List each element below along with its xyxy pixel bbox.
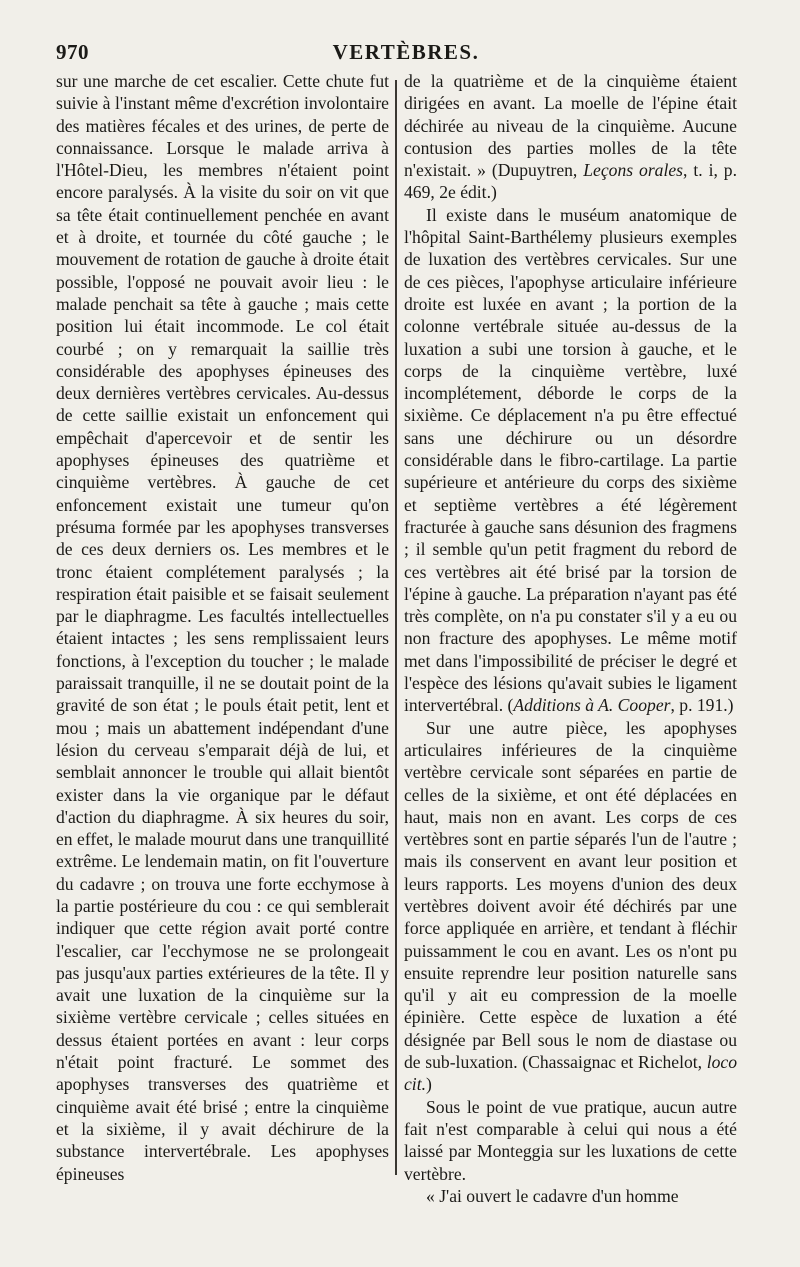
right-paragraph-5: « J'ai ouvert le cadavre d'un homme — [426, 1185, 679, 1206]
paragraph-text: de la quatrième et de la cinquième étaient dirigées en avant. La moelle de l'épine était déchirée au niveau de la cinquième. Aucune contusion des parties molles de la tête n'existait. » (Dupuytren, — [404, 71, 737, 181]
right-column — [404, 70, 737, 1207]
citation-details: , p. 191.) — [670, 695, 734, 716]
page-number: 970 — [56, 40, 89, 64]
right-paragraph-2 — [404, 204, 737, 717]
paragraph-text: Il existe dans le muséum anatomique de l'hôpital Saint-Barthélemy plusieurs exemples de luxation des vertèbres cervicales. Sur une de ces pièces, l'apophyse articulaire inférieure droite est luxée en avant ; la portion de la colonne vertébrale située au-dessus de la luxation a subi une torsion à gauche, et le corps de la cinquième vertèbre, luxé incomplétement, déborde le corps de la sixième. Ce déplacement n'a pu être effectué sans une déchirure ou un désordre considérable dans le fibro-cartilage. La partie supérieure et antérieure du corps des sixième et septième vertèbres a été légèrement fracturée à gauche sans désunion des fragmens ; il semble qu'un petit fragment du rebord de ces vertèbres ait été brisé par la torsion de l'épine à gauche. La préparation n'ayant pas été très complète, on n'a pu constater s'il y a eu ou non fracture des apophyses. Le même motif met dans l'impossibilité de préciser le degré et l'espèce des lésions qu'avait subies le ligament intervertébral. ( — [404, 204, 737, 716]
citation-title: loco cit. — [404, 1052, 737, 1095]
citation-title: Additions à A. Cooper — [513, 695, 671, 716]
column-divider — [395, 80, 397, 1175]
left-paragraph: sur une marche de cet escalier. Cette chute fut suivie à l'instant même d'excrétion involontaire des matières fécales et des urines, de perte de connaissance. Lorsque le malade arriva à l'Hôtel-Dieu, les membres n'étaient point encore paralysés. À la visite du soir on vit que sa tête était continuellement penchée en avant et à droite, et tournée du côté gauche ; le mouvement de rotation de gauche à droite était possible, l'opposé ne pouvait avoir lieu : le malade penchait sa tête à gauche ; mais cette position lui était incommode. Le col était courbé ; on y remarquait la saillie très considérable des apophyses épineuses des deux dernières vertèbres cervicales. Au-dessus de cette saillie existait un enfoncement qui empêchait d'apercevoir et de sentir les apophyses épineuses des quatrième et cinquième vertèbres. À gauche de cet enfoncement existait une tumeur qu'on présuma formée par les apophyses transverses de ces deux derniers os. Les membres et le tronc étaient complétement paralysés ; la respiration était paisible et se faisait seulement par le diaphragme. Les facultés intellectuelles étaient intactes ; les sens remplissaient leurs fonctions, à l'exception du toucher ; le malade paraissait tranquille, il ne se doutait point de la gravité de son état ; le pouls était petit, lent et mou ; mais un abattement indépendant d'une lésion du cerveau s'emparait déjà de lui, et semblait annoncer le trouble qui allait bientôt exister dans la vie organique par le défaut d'action du diaphragme. À six heures du soir, en effet, le malade mourut dans une tranquillité extrême. Le lendemain matin, on fit l'ouverture du cadavre ; on trouva une forte ecchymose à la partie postérieure du cou : ce qui semblerait indiquer que cette région avait porté contre l'escalier, car l'ecchymose ne se prolongeait pas jusqu'aux parties extérieures de la tête. Il y avait une luxation de la cinquième sur la sixième vertèbre cervicale ; celles situées en dessus étaient portées en avant : leur corps n'était point fracturé. Le sommet des apophyses transverses des quatrième et cinquième avait été brisé ; entre la cinquième et la sixième, il y avait déchirure de la substance intervertébrale. Les apophyses épineuses — [56, 71, 389, 1184]
right-paragraph-4: Sous le point de vue pratique, aucun autre fait n'est comparable à celui qui nous a été laissé par Monteggia sur les luxations de cette vertèbre. — [404, 1096, 737, 1184]
citation-details: ) — [425, 1074, 432, 1095]
citation-title: Leçons orales — [583, 160, 684, 181]
left-column — [56, 70, 389, 1185]
right-paragraph-3 — [404, 717, 737, 1096]
running-title: VERTÈBRES. — [332, 40, 480, 64]
page-header — [56, 40, 756, 70]
citation-details: , t. i, p. 469, 2e édit.) — [404, 160, 737, 203]
right-paragraph-1 — [404, 70, 737, 204]
paragraph-text: Sur une autre pièce, les apophyses articulaires inférieures de la cinquième vertèbre cervicale sont séparées en partie de celles de la sixième, et ont été déplacées en haut, mais non en avant. Les corps de ces vertèbres sont en partie séparés l'un de l'autre ; mais ils conservent en avant leur position et leurs rapports. Les moyens d'union des deux vertèbres doivent avoir été déchirés par une force appliquée en arrière, et tendant à fléchir puissamment le cou en avant. Les os n'ont pu ensuite reprendre leur position naturelle sans qu'il y ait eu compression de la moelle épinière. Cette espèce de luxation a été désignée par Bell sous le nom de diastase ou de sub-luxation. (Chassaignac et Richelot, — [404, 717, 737, 1073]
